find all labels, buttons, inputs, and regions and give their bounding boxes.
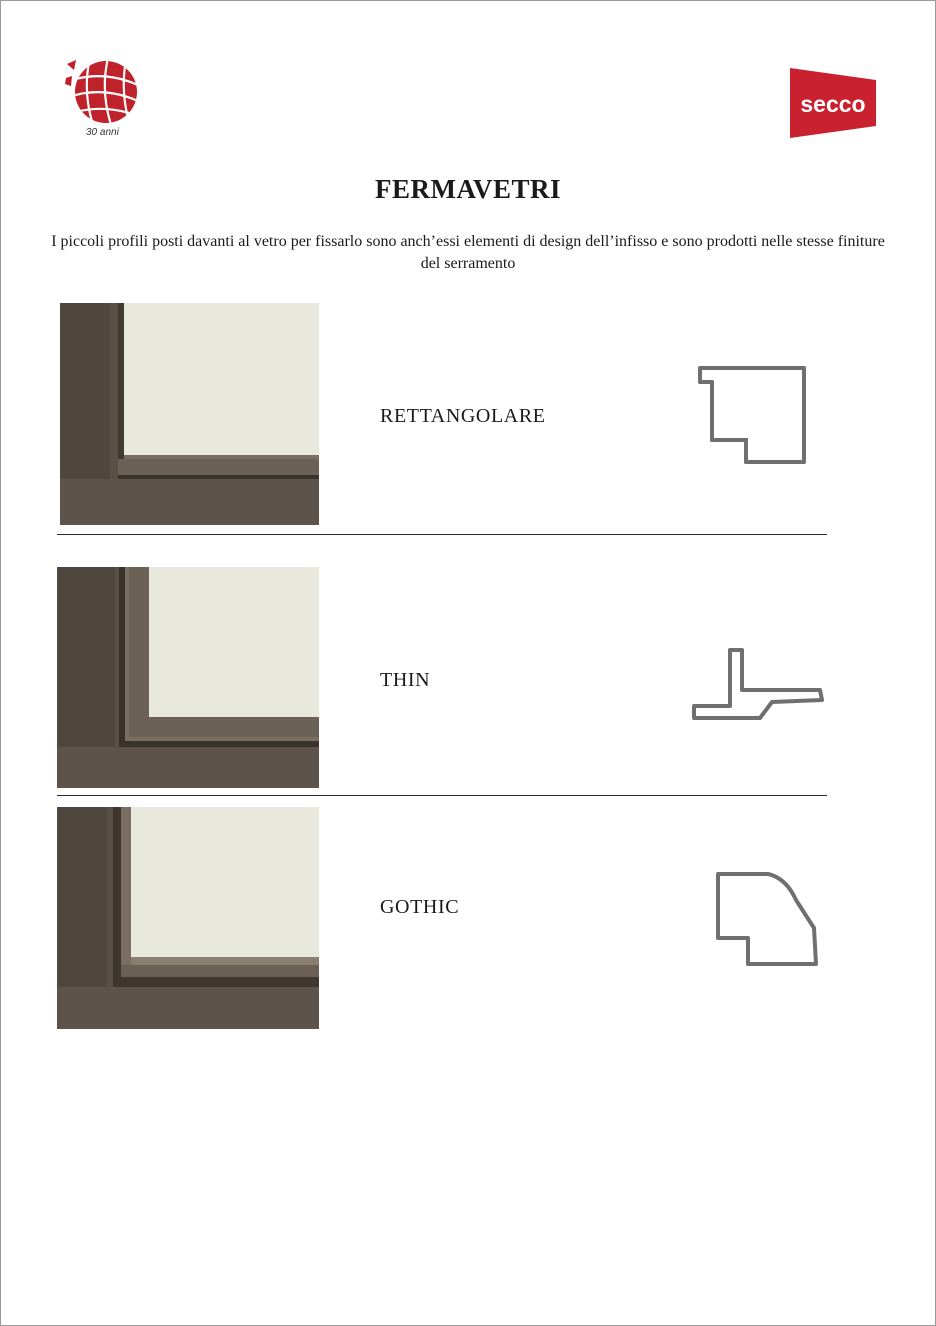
page-title: FERMAVETRI (374, 174, 562, 204)
secco-logo-text: secco (800, 91, 866, 117)
logo-caption: 30 anni (86, 127, 119, 138)
thin-profile-icon (690, 644, 830, 733)
section-divider (57, 795, 827, 796)
profile-name-gothic: GOTHIC (380, 896, 460, 918)
profile-name-rettangolare: RETTANGOLARE (380, 405, 546, 427)
thin-window-photo (57, 567, 319, 788)
rettangolare-window-photo (60, 303, 319, 525)
rectangular-profile-icon (690, 360, 820, 477)
section-divider (57, 534, 827, 535)
gothic-profile-icon (710, 866, 830, 979)
gothic-window-photo (57, 807, 319, 1029)
secco-logo (790, 68, 878, 140)
profile-name-thin: THIN (380, 669, 431, 691)
intro-paragraph: I piccoli profili posti davanti al vetro per fissarlo sono anch’essi elementi di design dell’infisso e sono prodotti nelle stesse finiture del serramento (51, 233, 885, 272)
